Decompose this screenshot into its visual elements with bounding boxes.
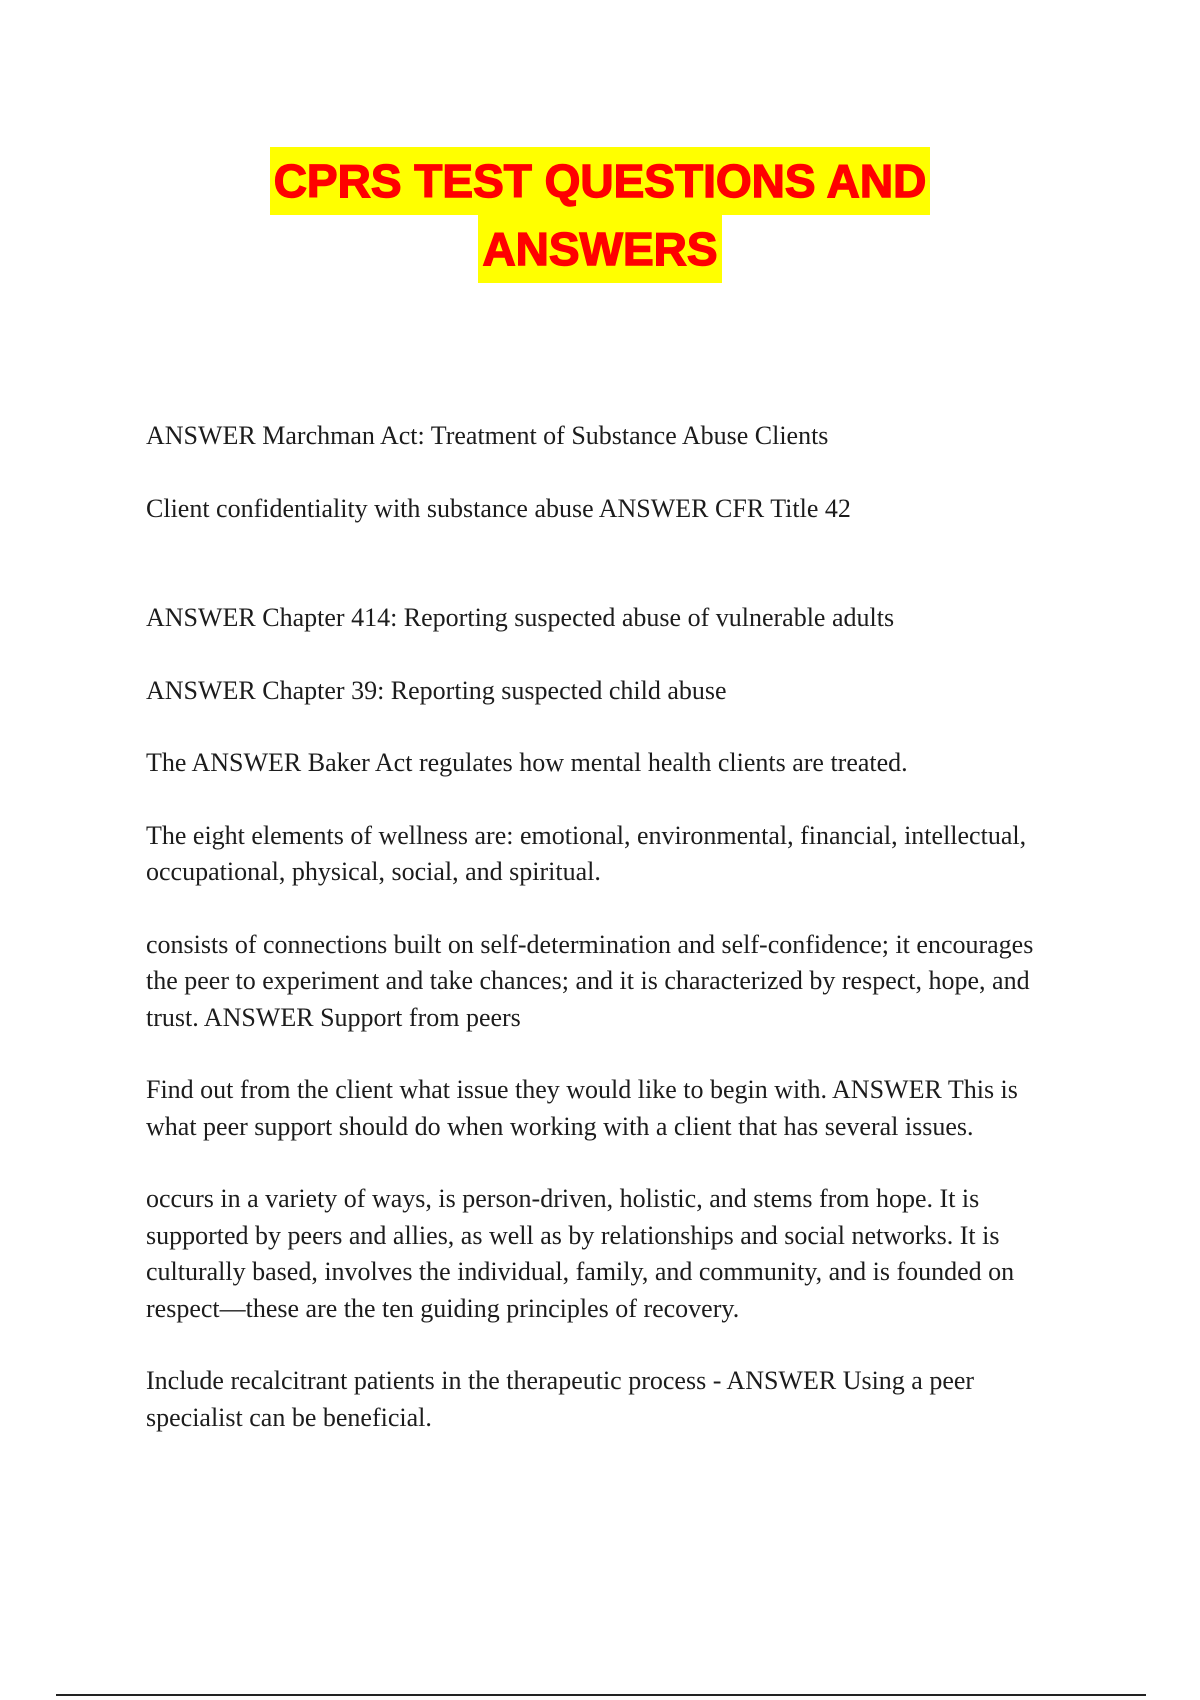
qa-paragraph: The ANSWER Baker Act regulates how mental health clients are treated. <box>146 748 908 777</box>
qa-paragraph: consists of connections built on self-determination and self-confidence; it encourages the peer to experiment and take chances; and it is characterized by respect, hope, and trust. ANSWER Support from peers <box>146 929 1034 1032</box>
qa-paragraph: The eight elements of wellness are: emotional, environmental, financial, intellectual, occupational, physical, social, and spiritual. <box>146 820 1027 886</box>
title-line-1: CPRS TEST QUESTIONS AND <box>270 147 931 215</box>
qa-paragraph: Client confidentiality with substance abuse ANSWER CFR Title 42 <box>146 493 851 523</box>
document-title <box>0 147 1200 283</box>
qa-paragraph: occurs in a variety of ways, is person-driven, holistic, and stems from hope. It is supported by peers and allies, as well as by relationships and social networks. It is culturally based, involves the individual, family, and community, and is founded on respect—these are the ten guiding principles of recovery. <box>146 1184 1015 1323</box>
qa-paragraph: ANSWER Marchman Act: Treatment of Substance Abuse Clients <box>146 421 829 450</box>
page-bottom-rule <box>56 1694 1146 1696</box>
qa-paragraph: Find out from the client what issue they would like to begin with. ANSWER This is what peer support should do when working with a client that has several issues. <box>146 1075 1018 1141</box>
title-line-2: ANSWERS <box>478 215 721 283</box>
qa-paragraph: Include recalcitrant patients in the therapeutic process - ANSWER Using a peer specialist can be beneficial. <box>146 1366 975 1432</box>
qa-list <box>146 418 1066 1472</box>
qa-paragraph: ANSWER Chapter 39: Reporting suspected child abuse <box>146 675 727 705</box>
qa-paragraph: ANSWER Chapter 414: Reporting suspected abuse of vulnerable adults <box>146 603 895 632</box>
